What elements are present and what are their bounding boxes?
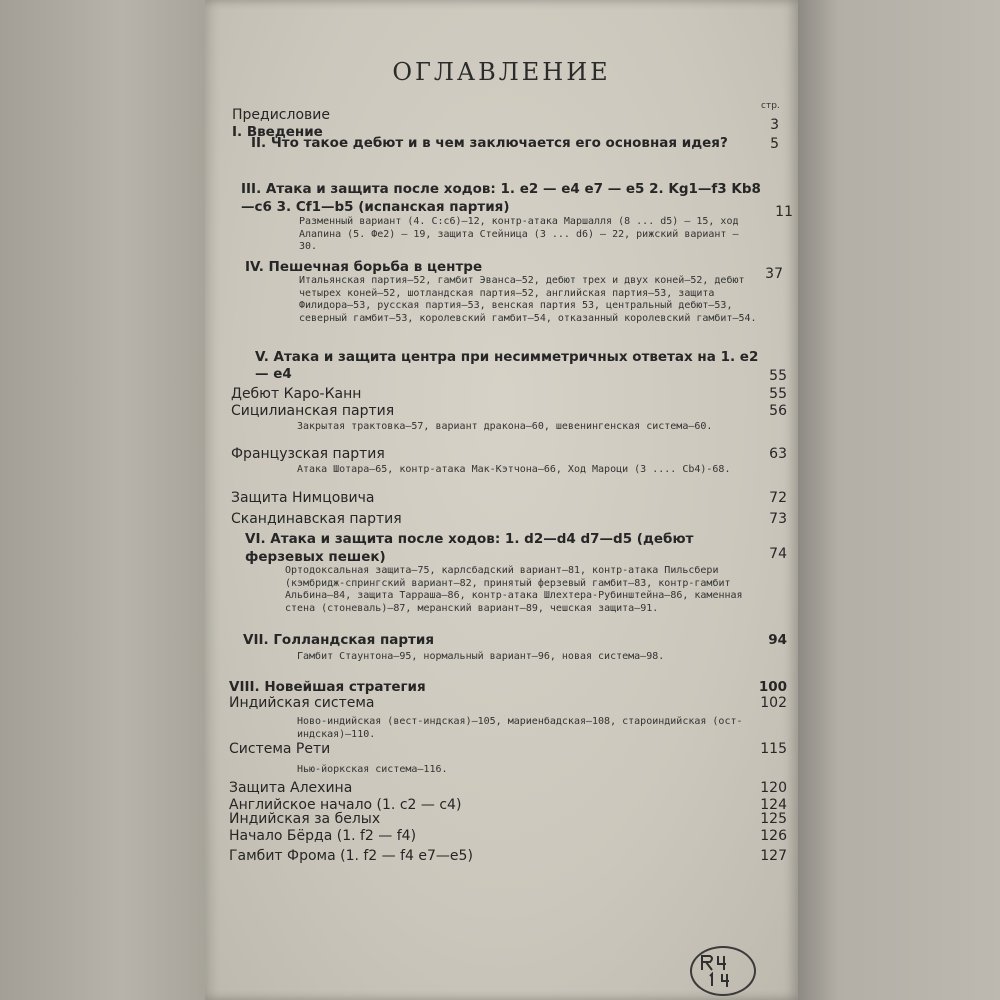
page-title: ОГЛАВЛЕНИЕ [392,58,611,86]
toc-entry [205,694,787,712]
toc-entry-page: 127 [760,848,787,864]
toc-entry-text: Английское начало (1. с2 — с4) [229,797,462,813]
toc-subentries: Закрытая трактовка—57, вариант дракона—60, шевенингенская система—60. [297,421,713,432]
page-column-header: стр. [761,101,780,111]
toc-entry-text: II. Что такое дебют и в чем заключается его основная идея? [251,135,728,151]
toc-subentries: Гамбит Стаунтона—95, нормальный вариант—96, новая система—98. [297,651,665,662]
toc-entry [205,385,787,403]
toc-subentries: Ново-индийская (вест-индская)—105, мариенбадская—108, староиндийская (ост-индская)—110. [297,716,743,740]
toc-entry [205,740,787,758]
toc-entry-text: Скандинавская партия [231,511,402,527]
toc-entry-page: 72 [769,490,787,506]
toc-entry [205,810,787,828]
toc-entry-page: 3 [770,117,779,133]
toc-entry [205,402,787,420]
toc-entry-page: 120 [760,780,787,796]
toc-entry-text: Сицилианская партия [231,403,395,419]
toc-subentries: Ортодоксальная защита—75, карлсбадский вариант—81, контр-атака Пильсбери (кэмбридж-спрингский вариант—82, принятый ферзевый гамбит—83, контр-гамбит Альбина—84, защита Тарраша—86, контр-атака Шлехтера-Рубинштейна—86, каменная стена (стоневаль)—87, меранский вариант—89, чешская защита—91. [285,565,743,614]
toc-entry-text: Индийская система [229,695,375,711]
toc-entry-text: VII. Голландская партия [243,632,435,648]
background-left [0,0,205,1000]
toc-entry-text: Начало Бёрда (1. f2 — f4) [229,828,417,844]
toc-entry-text: IV. Пешечная борьба в центре [245,259,483,275]
toc-entry-page: 37 [765,266,783,282]
toc-subentries: Разменный вариант (4. С:с6)—12, контр-атака Маршалля (8 ... d5) — 15, ход Алапина (5. Фе2) — 19, защита Стейница (3 ... d6) — 22, рижский вариант — 30. [299,216,739,252]
toc-entry [205,489,787,507]
toc-entry-text: V. Атака и защита центра при несимметричных ответах на 1. е2 — е4 [255,349,759,382]
toc-entry-text: Предисловие [232,107,330,123]
toc-entry-page: 73 [769,511,787,527]
toc-entry-page: 55 [769,368,787,384]
background-right [798,0,1000,1000]
toc-entry-page: 126 [760,828,787,844]
toc-entry-text: Индийская за белых [229,811,381,827]
toc-entry-page: 124 [760,797,787,813]
toc-entry-page: 5 [770,136,779,152]
toc-entry-text: Защита Алехина [229,780,353,796]
toc-entry-page: 115 [760,741,787,757]
toc-entry [205,847,787,865]
toc-entry-page: 125 [760,811,787,827]
toc-entry-page: 100 [758,679,787,695]
toc-entry-page: 56 [769,403,787,419]
toc-entry-text: VI. Атака и защита после ходов: 1. d2—d4 d7—d5 (дебют ферзевых пешек) [245,531,694,565]
toc-entry [205,445,787,463]
book-page [205,0,798,1000]
toc-subentries: Нью-йоркская система—116. [297,764,448,775]
toc-entry-text: Гамбит Фрома (1. f2 — f4 е7—е5) [229,848,473,864]
toc-subentries: Атака Шотара—65, контр-атака Мак-Кэтчона—66, Ход Мароци (3 .... Cb4)-68. [297,464,731,475]
toc-entry-page: 102 [760,695,787,711]
toc-entry-text: Система Рети [229,741,331,757]
toc-entry-page: 55 [769,386,787,402]
toc-entry-text: VIII. Новейшая стратегия [229,679,426,695]
toc-entry [205,827,787,845]
toc-entry-page: 63 [769,446,787,462]
toc-entry [205,631,787,649]
toc-entry-page: 74 [769,546,787,562]
toc-entry-text: Дебют Каро-Канн [231,386,362,402]
toc-entry-page: 11 [775,204,793,220]
toc-entry-page: 94 [768,632,787,648]
toc-entry-text: III. Атака и защита после ходов: 1. е2 — е4 е7 — е5 2. Kg1—f3 Kb8—c6 3. Cf1—b5 (испанская партия) [241,181,761,215]
toc-entry-text: Защита Нимцовича [231,490,375,506]
toc-entry-text: Французская партия [231,446,385,462]
library-stamp-marks [696,950,748,990]
toc-entry-text: I. Введение [232,124,323,140]
toc-entry [205,779,787,797]
toc-entry [205,510,787,528]
toc-subentries: Итальянская партия—52, гамбит Эванса—52, дебют трех и двух коней—52, дебют четырех коней—52, шотландская партия—52, английская партия—53, защита Филидора—53, русская партия—53, венская партия 53, центральный дебют—53, северный гамбит—53, королевский гамбит—54, отказанный королевский гамбит—54. [299,275,757,324]
